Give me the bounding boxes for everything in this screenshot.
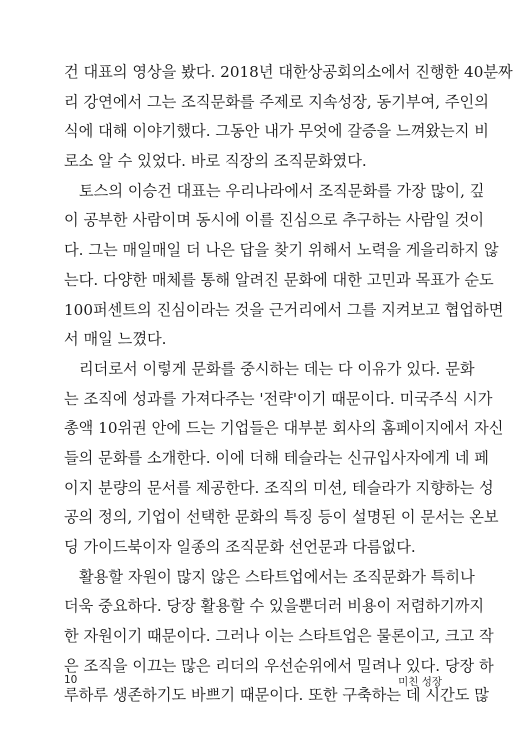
text-line: 더욱 중요하다. 당장 활용할 수 있을뿐더러 비용이 저렴하기까지 <box>64 597 485 616</box>
text-line: 루하루 생존하기도 바쁘기 때문이다. 또한 구축하는 데 시간도 많 <box>64 686 489 705</box>
text-line: 총액 10위권 안에 드는 기업들은 대부분 회사의 홈페이지에서 자신 <box>64 419 504 438</box>
text-line: 공의 정의, 기업이 선택한 문화의 특징 등이 설명된 이 문서는 온보 <box>64 508 499 527</box>
text-line: 토스의 이승건 대표는 우리나라에서 조직문화를 가장 많이, 깊 <box>79 181 485 200</box>
running-title: 미친 성장 <box>398 676 442 688</box>
text-line: 는다. 다양한 매체를 통해 알려진 문화에 대한 고민과 목표가 순도 <box>64 270 494 289</box>
text-line: 한 자원이기 때문이다. 그러나 이는 스타트업은 물론이고, 크고 작 <box>64 627 494 646</box>
text-line: 식에 대해 이야기했다. 그동안 내가 무엇에 갈증을 느껴왔는지 비 <box>64 122 489 141</box>
paragraph-2 <box>64 177 504 355</box>
text-line: 로소 알 수 있었다. 바로 직장의 조직문화였다. <box>64 152 367 171</box>
text-line: 리 강연에서 그는 조직문화를 주제로 지속성장, 동기부여, 주인의 <box>64 92 489 111</box>
text-line: 리더로서 이렇게 문화를 중시하는 데는 다 이유가 있다. 문화 <box>79 359 475 378</box>
text-line: 100퍼센트의 진심이라는 것을 근거리에서 그를 지켜보고 협업하면 <box>64 300 504 319</box>
text-line: 은 조직을 이끄는 많은 리더의 우선순위에서 밀려나 있다. 당장 하 <box>64 656 494 675</box>
text-line: 서 매일 느꼈다. <box>64 330 167 349</box>
text-line: 는 조직에 성과를 가져다주는 '전략'이기 때문이다. 미국주식 시가 <box>64 389 493 408</box>
page-footer <box>64 674 442 690</box>
text-line: 딩 가이드북이자 일종의 조직문화 선언문과 다름없다. <box>64 538 416 556</box>
text-line: 이 공부한 사람이며 동시에 이를 진심으로 추구하는 사람일 것이 <box>64 211 485 230</box>
paragraph-1 <box>64 58 513 177</box>
text-line: 들의 문화를 소개한다. 이에 더해 테슬라는 신규입사자에게 네 페 <box>64 448 489 467</box>
text-line: 다. 그는 매일매일 더 나은 답을 찾기 위해서 노력을 게을리하지 않 <box>64 241 499 260</box>
body-text <box>64 58 513 711</box>
text-line: 건 대표의 영상을 봤다. 2018년 대한상공회의소에서 진행한 40분짜 <box>64 63 513 81</box>
paragraph-3 <box>64 355 504 563</box>
text-line: 활용할 자원이 많지 않은 스타트업에서는 조직문화가 특히나 <box>79 567 475 586</box>
text-line: 이지 분량의 문서를 제공한다. 조직의 미션, 테슬라가 지향하는 성 <box>64 478 494 497</box>
page-number: 10 <box>64 674 78 686</box>
